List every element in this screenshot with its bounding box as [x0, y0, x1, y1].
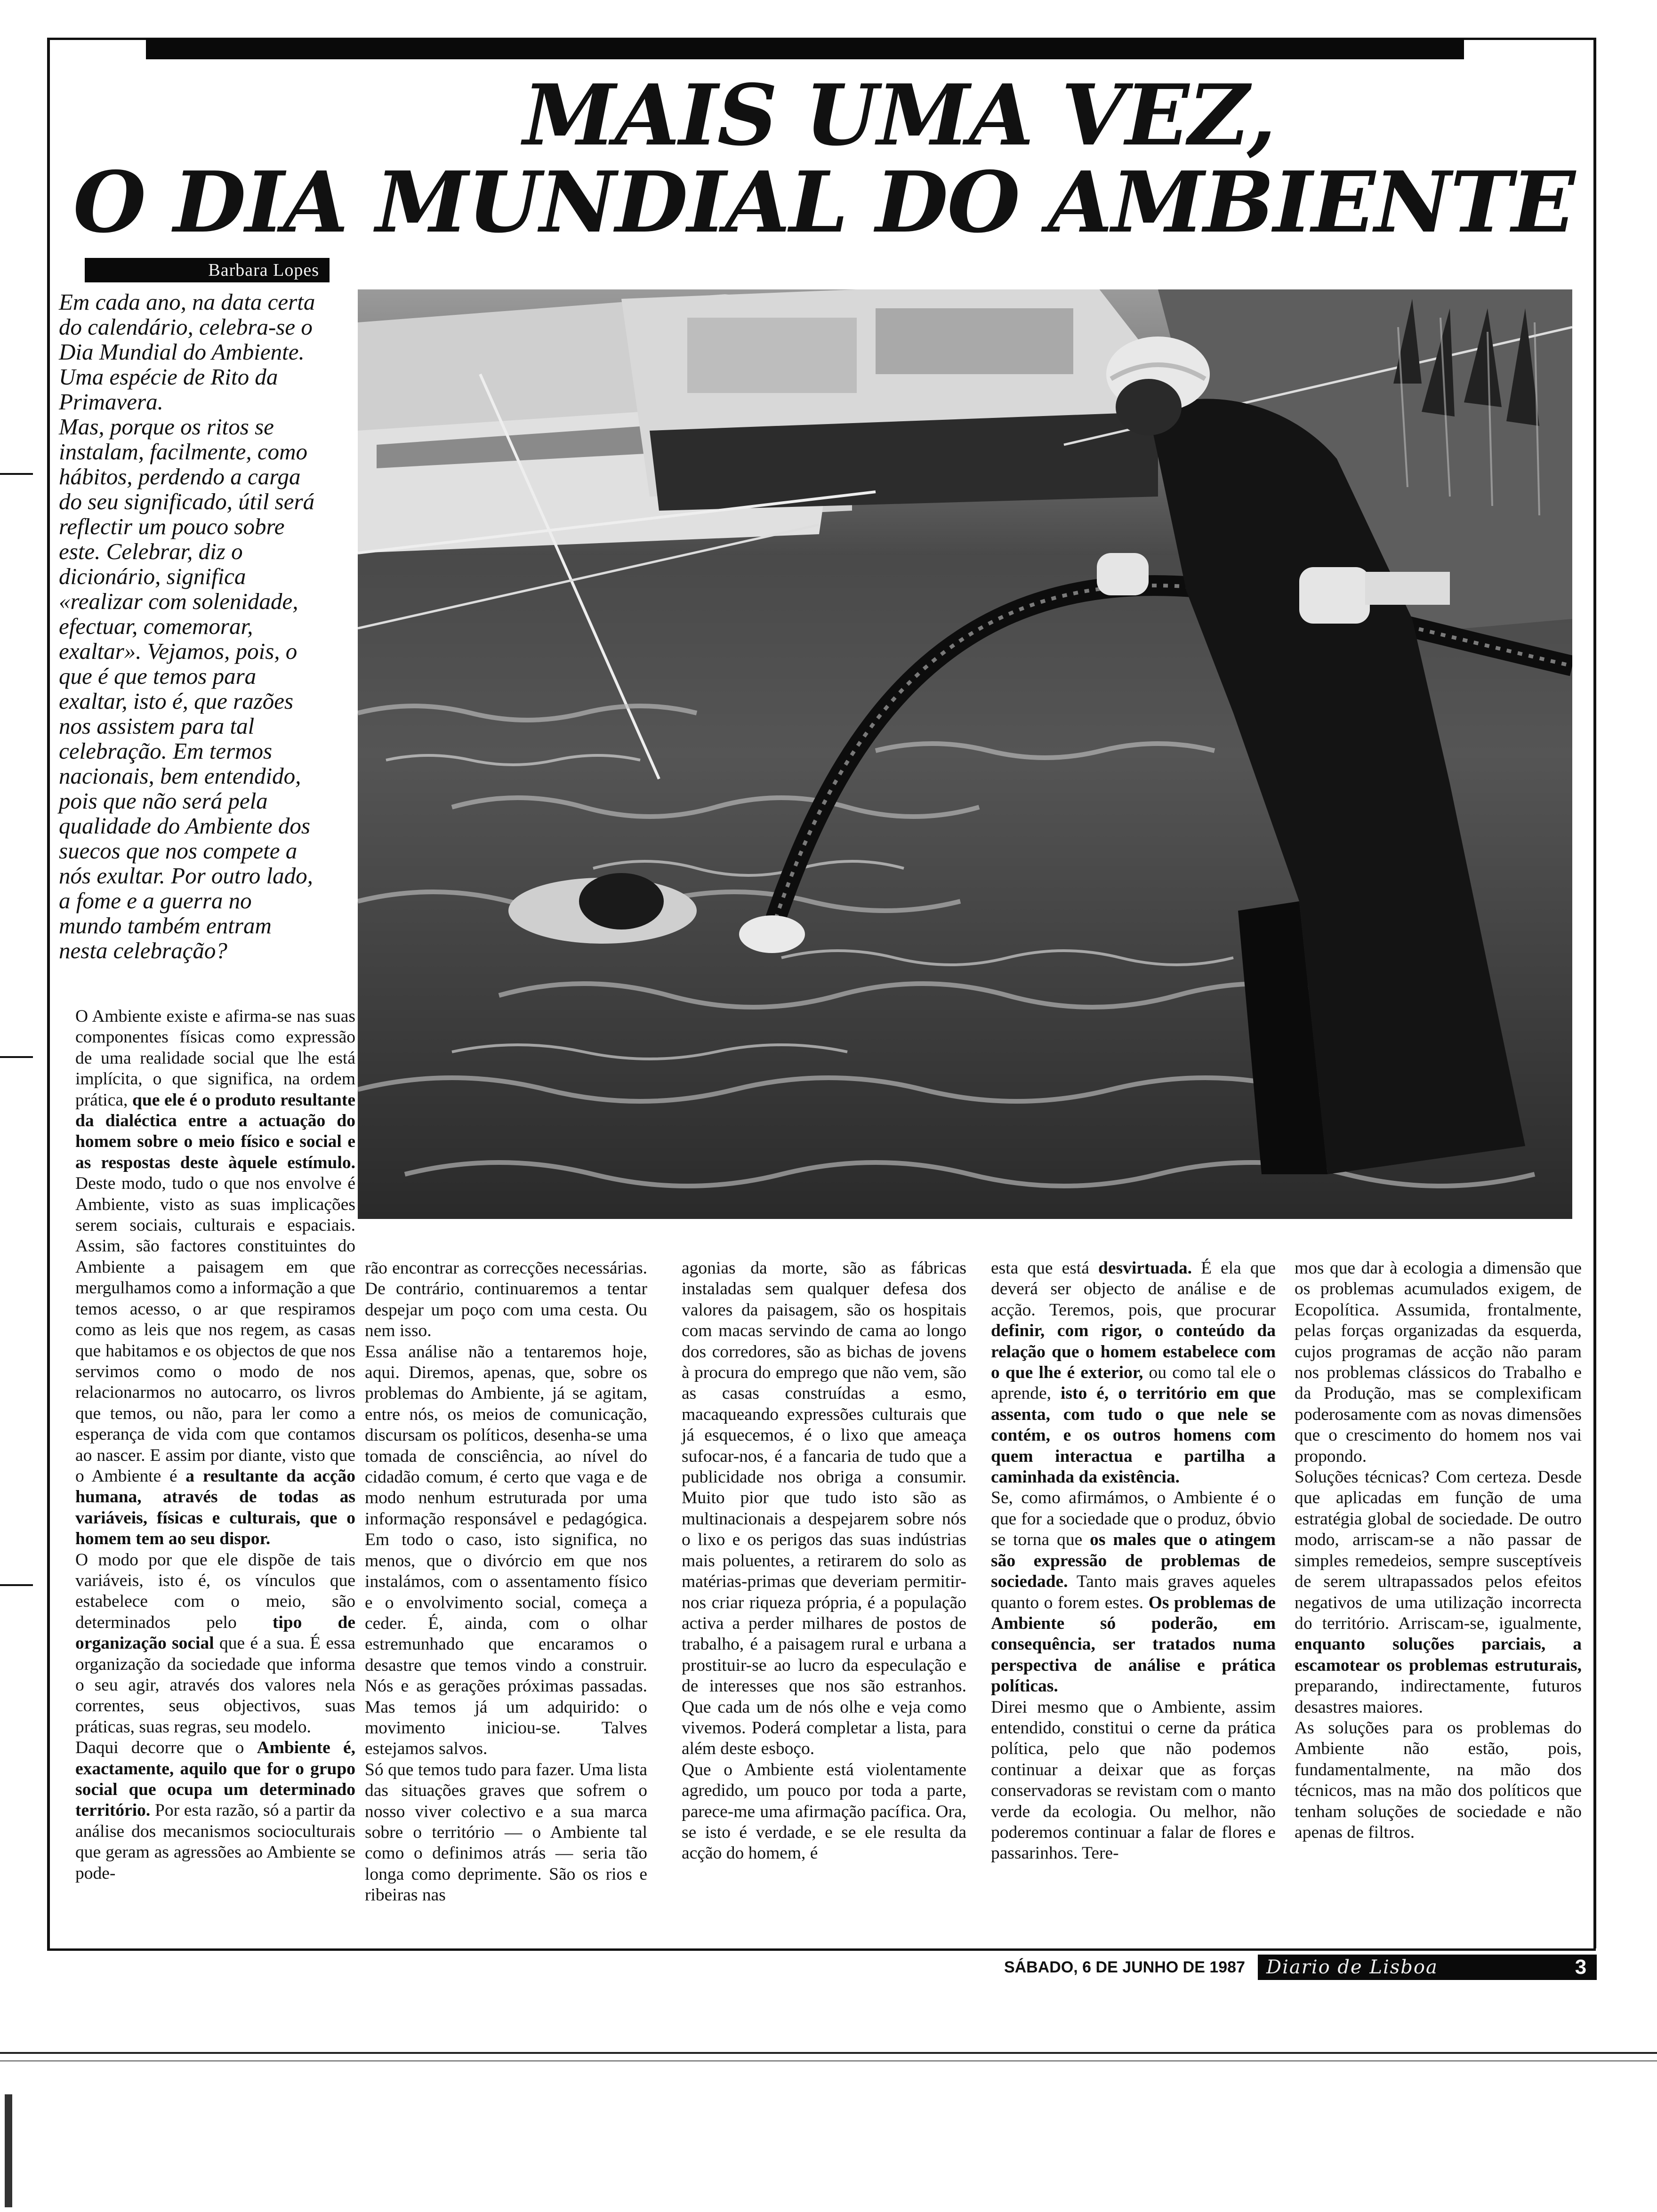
page-number: 3: [1575, 1956, 1587, 1979]
body-text: O modo por que ele dispõe de tais variáveis, isto é, os vínculos que estabelece com o meio, são determinados pelo: [75, 1550, 355, 1632]
body-text: Direi mesmo que o Ambiente, assim entendido, constitui o cerne da prática política, pelo que não podemos continuar a deixar que as forças conservadoras se revistam com o manto verde da ecologia. Ou melhor, não poderemos continuar a falar de flores e passarinhos. Tere-: [991, 1697, 1276, 1863]
emphasis-text: os males que o atingem são expressão de problemas de sociedade.: [991, 1530, 1276, 1592]
byline: Barbara Lopes: [85, 258, 330, 282]
frame-border-left: [47, 38, 50, 1948]
article-column-2: [365, 1258, 647, 1906]
margin-mark: [0, 473, 33, 475]
article-column-4: [991, 1258, 1276, 1864]
frame-border-bottom: [47, 1948, 1596, 1951]
emphasis-text: Os problemas de Ambiente só poderão, em consequência, ser tratados numa perspectiva de análise e prática políticas.: [991, 1593, 1276, 1696]
emphasis-text: isto é, o território em que assenta, com tudo o que nele se contém, e os outros homens com quem interactua e partilha a caminhada da existência.: [991, 1384, 1276, 1487]
scan-rule: [0, 2060, 1657, 2061]
margin-mark: [0, 1056, 33, 1058]
frame-border-right: [1593, 38, 1596, 1948]
margin-mark: [0, 1584, 33, 1586]
emphasis-text: desvirtuada.: [1098, 1258, 1192, 1278]
newspaper-name: Diario de Lisboa: [1266, 1956, 1438, 1978]
article-column-5: [1295, 1258, 1582, 1843]
body-text: preparando, indirectamente, futuros desastres maiores. As soluções para os problemas do Ambiente não estão, pois, fundamentalmente, na mão dos técnicos, mas na mão dos políticos que tenham soluções de sociedade e não apenas de filtros.: [1295, 1676, 1582, 1842]
footer-date: SÁBADO, 6 DE JUNHO DE 1987: [1004, 1958, 1245, 1976]
body-text: rão encontrar as correcções necessárias. De contrário, continuaremos a tentar despejar um poço com uma cesta. Ou nem isso. Essa análise não a tentaremos hoje, aqui. Diremos, apenas, que, sobre os problemas do Ambiente, já se agitam, entre nós, os meios de comunicação, discursam os políticos, desenha-se uma tomada de consciência, ao nível do cidadão comum, é certo que vaga e de modo nenhum estruturada por uma informação responsável e pedagógica. Em todo o caso, isto significa, no menos, que o divórcio em que nos instalámos, com o assentamento físico e o envolvimento social, começa a ceder. É, ainda, com o olhar estremunhado que encaramos o desastre que temos vindo a construir. Nós e as gerações próximas passadas. Mas temos já um adquirido: o movimento iniciou-se. Talves estejamos salvos. Só que temos tudo para fazer. Uma lista das situações graves que sofrem o nosso viver colectivo e a sua marca sobre o território — o Ambiente tal como o definimos atrás — seria tão longa como deprimente. São os rios e ribeiras nas: [365, 1258, 647, 1905]
headline-line-1: MAIS UMA VEZ,: [523, 66, 1275, 164]
body-text: O Ambiente existe e afirma-se nas suas componentes físicas como expressão de uma realidade social que lhe está implícita, o que significa, na ordem prática,: [75, 1007, 355, 1110]
article-column-3: [682, 1258, 966, 1864]
body-text: agonias da morte, são as fábricas instaladas sem qualquer defesa dos valores da paisagem, são os hospitais com macas servindo de cama ao longo dos corredores, são as bichas de jovens à procura do emprego que não vem, são as casas construídas a esmo, macaqueando expressões culturais que já esquecemos, é o lixo que ameaça sufocar-nos, é a fancaria de tudo que a publicidade nos obriga a consumir. Muito pior que tudo isto são as multinacionais a despejarem sobre nós o lixo e os perigos das suas indústrias mais poluentes, a retirarem do solo as matérias-primas que deveriam permitir-nos criar riqueza própria, é a população activa a perder milhares de postos de trabalho, é a paisagem rural e urbana a prostituir-se ao lucro da especulação e de interesses que nos são estranhos. Que cada um de nós olhe e veja como vivemos. Poderá completar a lista, para além deste esboço. Que o Ambiente está violentamente agredido, um pouco por toda a parte, parece-me uma afirmação pacífica. Ora, se isto é verdade, e se ele resulta da acção do homem, é: [682, 1258, 966, 1863]
article-photo: [358, 289, 1572, 1219]
article-column-1: [75, 1006, 355, 1884]
body-text: ou como tal ele o aprende,: [991, 1363, 1276, 1403]
emphasis-text: que ele é o produto resultante da dialéctica entre a actuação do homem sobre o meio físico e social e as respostas deste àquele estímulo.: [75, 1090, 355, 1172]
body-text: É ela que deverá ser objecto de análise e de acção. Teremos, pois, que procurar: [991, 1258, 1276, 1320]
body-text: Por esta razão, só a partir da análise dos mecanismos socioculturais que geram as agressões ao Ambiente se pode-: [75, 1801, 355, 1883]
scan-rule: [0, 2052, 1657, 2054]
emphasis-text: definir, com rigor, o conteúdo da relação que o homem estabelece com o que lhe é exterior,: [991, 1321, 1276, 1383]
emphasis-text: tipo de organização social: [75, 1612, 355, 1653]
header-rule: [146, 39, 1464, 59]
photo-worker-hose-water-icon: [358, 289, 1572, 1219]
headline-line-2: O DIA MUNDIAL DO AMBIENTE: [73, 153, 1575, 251]
emphasis-text: enquanto soluções parciais, a escamotear os problemas estruturais,: [1295, 1635, 1582, 1675]
lead-paragraph: Em cada ano, na data certa do calendário, celebra-se o Dia Mundial do Ambiente. Uma espécie de Rito da Primavera. Mas, porque os ritos se instalam, facilmente, como hábitos, perdendo a carga do seu significado, útil será reflectir um pouco sobre este. Celebrar, diz o dicionário, significa «realizar com solenidade, efectuar, comemorar, exaltar». Vejamos, pois, o que é que temos para exaltar, isto é, que razões nos assistem para tal celebração. Em termos nacionais, bem entendido, pois que não será pela qualidade do Ambiente dos suecos que nos compete a nós exultar. Por outro lado, a fome e a guerra no mundo também entram nesta celebração?: [59, 289, 315, 963]
body-text: Tanto mais graves aqueles quanto o forem estes.: [991, 1572, 1276, 1612]
emphasis-text: Ambiente é, exactamente, aquilo que for o grupo social que ocupa um determinado território.: [75, 1738, 355, 1820]
body-text: mos que dar à ecologia a dimensão que os problemas acumulados exigem, de Ecopolítica. Assumida, frontalmente, pelas forças organizadas da esquerda, cujos programas de acção não param nos problemas clássicos do Trabalho e da Produção, mas se complexificam poderosamente com as novas dimensões que o crescimento do homem nos vai propondo. Soluções técnicas? Com certeza. Desde que aplicadas em função de uma estratégia global de sociedade. De outro modo, arriscam-se a não passar de simples remedeios, sempre susceptíveis de serem ultrapassados pelos efeitos negativos de uma utilização incorrecta do território. Arriscam-se, igualmente,: [1295, 1258, 1582, 1633]
body-text: que é a sua. É essa organização da sociedade que informa o seu agir, através dos valores nela correntes, seus objectivos, suas práticas, suas regras, seu modelo. Daqui decorre que o: [75, 1634, 355, 1758]
scan-edge-mark: [5, 2094, 12, 2207]
body-text: Deste modo, tudo o que nos envolve é Ambiente, visto as suas implicações serem sociais, culturais e espaciais. Assim, são factores constituintes do Ambiente a paisagem em que mergulhamos como a informação a que temos acesso, o ar que respiramos como as leis que nos regem, as casas que habitamos e os objectos de que nos servimos como o modo de nos relacionarmos no autocarro, os livros que temos, ou não, para ler como a esperança de vida com que contamos ao nascer. E assim por diante, visto que o Ambiente é: [75, 1174, 355, 1486]
emphasis-text: a resultante da acção humana, através de todas as variáveis, físicas e culturais, que o homem tem ao seu dispor.: [75, 1466, 355, 1549]
body-text: Se, como afirmámos, o Ambiente é o que for a sociedade que o produz, óbvio se torna que: [991, 1488, 1276, 1550]
body-text: esta que está: [991, 1258, 1098, 1278]
